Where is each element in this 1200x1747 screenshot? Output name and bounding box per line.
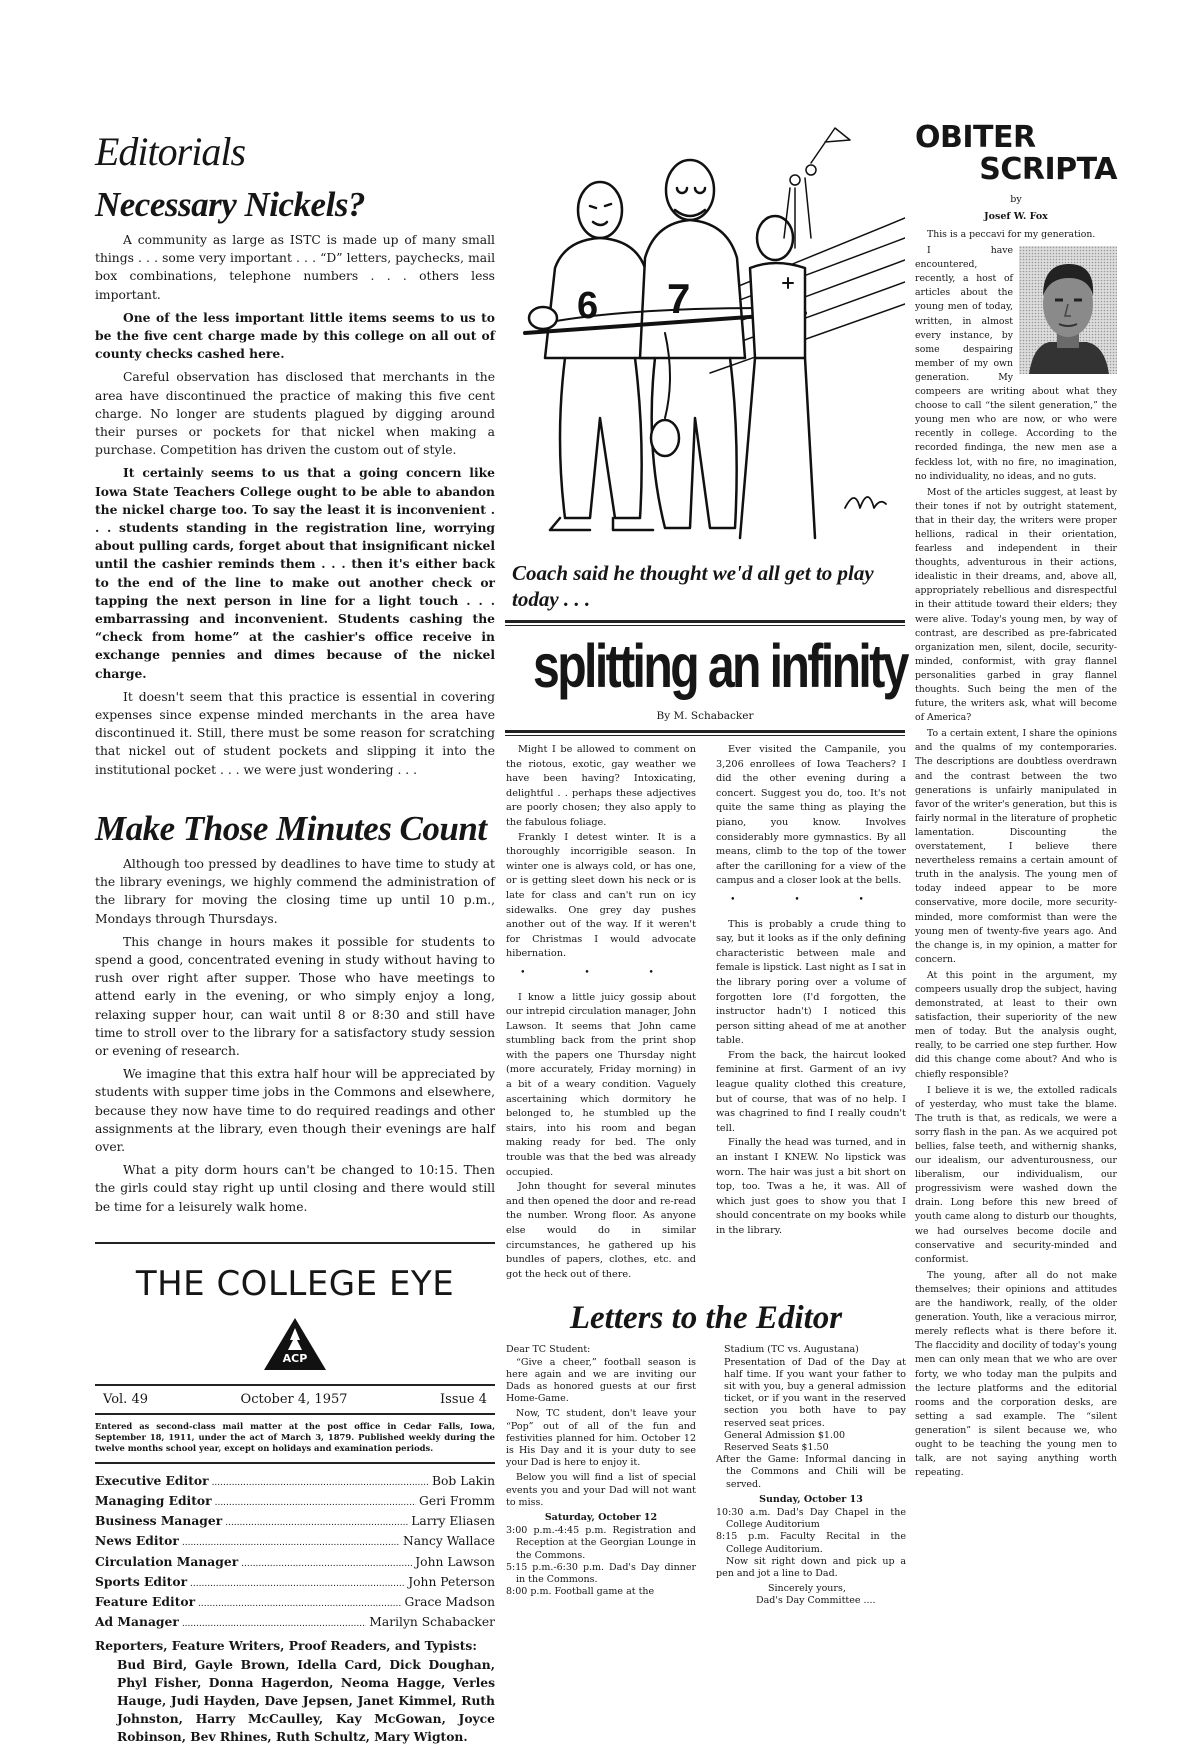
leader-dots	[198, 1593, 401, 1613]
cartoon-caption: Coach said he thought we'd all get to play today . . .	[512, 561, 874, 611]
event-continued: Stadium (TC vs. Augustana)	[724, 1344, 859, 1356]
obiter-scripta-column	[915, 122, 1117, 1482]
letters-column-left	[506, 1344, 696, 1598]
ticket-price: General Admission $1.00	[724, 1429, 846, 1441]
section-title: Editorials	[95, 129, 246, 174]
byline: By M. Schabacker	[656, 710, 754, 722]
staff-row	[95, 1532, 495, 1552]
paragraph: Frankly I detest winter. It is a thoroughly incorrigible season. In winter one is always cold, or has one, or is getting sleet down his neck or is late for class and can't run on icy sidewalks. One grey day pushes another out of the way. If it weren't for Christmas I would advocate hibernation.	[506, 831, 696, 960]
paragraph: From the back, the haircut looked feminine at first. Garment of an ivy league quality clothed this creature, but of course, that was of no help. I was chagrined to find I really coudn't tell.	[716, 1049, 906, 1134]
paragraph: A community as large as ISTC is made up of many small things . . . some very important . . . “D” letters, paychecks, mail box combinations, telephone numbers . . . others less important.	[95, 233, 495, 302]
issue-number: Issue 4	[440, 1391, 487, 1407]
paragraph: “Give a cheer,” football season is here again and we are inviting our Dads as honored guests at our first Home-Game.	[506, 1356, 696, 1405]
paragraph: One of the less important little items seems to us to be the five cent charge made by this college on all out of county checks cashed here.	[95, 309, 495, 362]
editorials-column	[95, 128, 495, 1747]
staff-name: John Peterson	[408, 1574, 495, 1589]
event-item: 8:15 p.m. Faculty Recital in the College Auditorium.	[716, 1531, 906, 1555]
paragraph: I have encountered, recently, a host of articles about the young men of today, written, in almost every instance, by some despairing member of my own generation. My compeers are writing about what they choose to call “the silent generation,” the young men who are now, or who were recently in college. According to the recorded findinga, the new men ase a feckless lot, with no fire, no imagination, no individuality, no ideas, and no guts.	[915, 245, 1117, 482]
reporters-list: Bud Bird, Gayle Brown, Idella Card, Dick Doughan, Phyl Fisher, Donna Hagerdon, Neoma Hagge, Verles Hauge, Judi Hayden, Dave Jepsen, Janet Kimmel, Ruth Johnston, Harry McCaulley, Kay McGowan, Joyce Robinson, Bev Rhines, Ruth Schultz, Mary Wigton.	[117, 1656, 495, 1745]
player-left-drawing	[545, 182, 655, 530]
mailing-notice: Entered as second-class mail matter at the post office in Cedar Falls, Iowa, September 18, 1911, under the act of March 3, 1879. Published weekly during the twelve months school year, except on holidays and examination periods.	[95, 1420, 495, 1453]
volume-row	[95, 1386, 495, 1413]
paragraph: This is a peccavi for my generation.	[927, 229, 1096, 240]
paragraph: The young, after all do not make themselves; their opinions and attitudes are the handiwork, really, of the older generation. Youth, like a veracious mirror, merely reflects what is there before it. The flaccidity and docility of today's young men can only mean that we who are over forty, we who today man the pulpits and the lecture platforms and the editorial rooms and the corporation desks, are setting a sad example. The “silent generation” is silent because we, who ought to be teaching the young men to talk, are not saying anything worth repeating.	[915, 1269, 1117, 1479]
paragraph: This is probably a crude thing to say, but it looks as if the only defining characteristic between male and female is lipstick. Last night as I sat in the library poring over a volume of forgotten lore (I'd forgotten, the instructor hadn't) I noticed this person sitting ahead of me at another table.	[716, 918, 906, 1047]
column-title-line1: OBITER	[915, 120, 1036, 155]
leader-dots	[190, 1573, 405, 1593]
middle-flow	[506, 743, 906, 1608]
editorial-title: Make Those Minutes Count	[95, 808, 487, 848]
paragraph: Might I be allowed to comment on the riotous, exotic, gay weather we have been having? Intoxicating, delightful . . perhaps these adjectives are poorly chosen; they also apply to the fabulous foliage.	[506, 744, 696, 828]
medic-drawing	[740, 216, 815, 538]
paragraph: Ever visited the Campanile, you 3,206 enrollees of Iowa Teachers? I did the other evening during a concert. Suggest you do, too. It's not quite the same thing as playing the piano, you know. Involves considerably more gymnastics. By all means, climb to the top of the tower after the carilloning for a view of the campus and a closer look at the bells.	[716, 744, 906, 887]
staff-role: Ad Manager	[95, 1614, 179, 1630]
staff-name: Geri Fromm	[419, 1493, 495, 1508]
jersey-number: 7	[667, 275, 691, 322]
leader-dots	[182, 1532, 400, 1552]
newspaper-name: THE COLLEGE EYE	[135, 1263, 455, 1304]
paragraph: Most of the articles suggest, at least by their tones if not by outright statement, that in their day, the writers were proper hellions, radical in their orientation, fearless and independent in their thoughts, adventurous in their actions, idealistic in their dreams, and, above all, appropriately rebellious and disrespectful in their attitude toward their elders; they were alive. Today's young men, by way of contrast, are described as pre-fabricated organization men, silent, docile, security-minded, conformist, with gray flannel personalities garbed in gray flannel thoughts. Such being the men of the future, the writers ask, what will become of America?	[915, 486, 1117, 724]
event-item: 8:00 p.m. Football game at the	[506, 1586, 655, 1598]
issue-date: October 4, 1957	[240, 1391, 348, 1407]
paragraph: Careful observation has disclosed that merchants in the area have discontinued the practice of making this five cent charge. No longer are students plagued by digging around their purses or pockets for that nickel when making a purchase. Competition has driven the custom out of style.	[95, 370, 495, 458]
staff-role: Business Manager	[95, 1513, 223, 1529]
paragraph: Below you will find a list of special events you and your Dad will not want to miss.	[506, 1472, 696, 1508]
staff-row	[95, 1512, 495, 1532]
divider	[505, 620, 905, 623]
paragraph: Finally the head was turned, and in an instant I KNEW. No lipstick was worn. The hair was just a bit short on top, too. Twas a he, it was. All of which just goes to show you that I should concentrate on my books while in the library.	[716, 1137, 906, 1236]
leader-dots	[241, 1553, 412, 1573]
football-cartoon	[505, 118, 905, 558]
letters-heading: Letters to the Editor	[569, 1300, 843, 1337]
event-item: 5:15 p.m.-6:30 p.m. Dad's Day dinner in the Commons.	[506, 1561, 696, 1586]
separator: • • •	[730, 894, 892, 905]
staff-role: News Editor	[95, 1533, 179, 1549]
divider	[95, 1462, 495, 1464]
leader-dots	[215, 1492, 416, 1512]
paragraph: What a pity dorm hours can't be changed to 10:15. Then the girls could stay right up until closing and there would still be time for a leisurely walk home.	[95, 1163, 495, 1214]
signature: Dad's Day Committee ....	[756, 1595, 876, 1607]
reporters-label: Reporters, Feature Writers, Proof Readers, and Typists:	[95, 1638, 477, 1654]
column-body	[506, 743, 906, 1282]
salutation: Dear TC Student:	[506, 1344, 591, 1356]
staff-role: Executive Editor	[95, 1472, 209, 1488]
staff-name: Larry Eliasen	[411, 1514, 495, 1529]
masthead	[95, 1242, 495, 1747]
event-item: After the Game: Informal dancing in the Commons and Chili will be served.	[716, 1454, 906, 1490]
paragraph: I believe it is we, the extolled radicals of yesterday, who must take the blame. The truth is that, as redicals, we were a sorry flash in the pan. As we acquired pot bellies, false teeth, and withernig shanks, our idealism, our adventurousness, our liberalism, our individualism, our progressivism were washed down the drain. Long before this new breed of youth came along to disturb our thoughts, we had ourselves become docile and conservative and security-minded and conformist.	[915, 1084, 1117, 1265]
staff-name: Grace Madson	[404, 1594, 495, 1609]
logo-text: ACP	[282, 1351, 308, 1365]
column-text-right	[716, 743, 906, 1239]
by-label: by	[1010, 194, 1022, 205]
separator: • • •	[520, 967, 682, 978]
volume: Vol. 49	[103, 1391, 148, 1407]
player-right-drawing	[640, 160, 745, 528]
helmet-drawing	[651, 420, 679, 456]
paragraph: It doesn't seem that this practice is essential in covering expenses since expense minded merchants in the area have discontinued it. Still, there must be some reason for scratching that nickel out of student pockets and slipping it into the institutional pocket . . . we were just wondering . . .	[95, 689, 495, 777]
divider	[95, 1242, 495, 1244]
staff-row	[95, 1553, 495, 1573]
staff-row	[95, 1573, 495, 1593]
day-heading: Saturday, October 12	[544, 1512, 658, 1524]
event-item: 3:00 p.m.-4:45 p.m. Registration and Reception at the Georgian Lounge in the Commons.	[506, 1525, 696, 1561]
jersey-number: 6	[577, 285, 599, 327]
staff-name: Nancy Wallace	[402, 1534, 495, 1549]
paragraph: To a certain extent, I share the opinions and the qualms of my contemporaries. The descriptions are doubtless overdrawn and the contrast between the two generations is unfairly manipulated in favor of the writer's generation, but this is fairly normal in the literature of prophetic lamentation. Discounting the overstatement, I believe there nevertheless remains a certain amount of truth in the analysis. The young men of today indeed appear to be more conservative, more docile, more security-minded, more comformist than were the young men of twenty-five years ago. And the change is, in my opinion, a matter for concern.	[915, 728, 1117, 965]
column-text-left	[506, 743, 696, 1282]
leader-dots	[225, 1512, 408, 1532]
paragraph: I know a little juicy gossip about our intrepid circulation manager, John Lawson. It seems that John came stumbling back from the print shop with the papers one Thursday night (more accurately, Friday morning) in a bit of a weary condition. Vaguely ascertaining which dormitory he belonged to, he stumbled up the stairs, into his room and began making ready for bed. The only trouble was that the bed was already occupied.	[506, 991, 696, 1178]
staff-row	[95, 1593, 495, 1613]
editorial-necessary-nickels	[95, 185, 495, 779]
paragraph: At this point in the argument, my compeers usually drop the subject, having demonstrated, at least to their own satisfaction, their superiority of the new men of today. But the analysis ought, really, to be carried one step further. How did this change come about? And who is chiefly responsible?	[915, 969, 1117, 1080]
staff-role: Feature Editor	[95, 1593, 196, 1609]
letters-body	[506, 1344, 906, 1607]
staff-row	[95, 1613, 495, 1633]
paragraph: Although too pressed by deadlines to have time to study at the library evenings, we highly commend the administration of the library for moving the closing time up until 10 p.m., Mondays through Thursdays.	[95, 856, 495, 926]
author-photo	[1019, 246, 1117, 374]
paragraph: Now, TC student, don't leave your “Pop” out of all of the fun and festivities planned for him. October 12 is His Day and it is your duty to see your Dad is here to enjoy it.	[506, 1408, 696, 1469]
closing-paragraph: Now sit right down and pick up a pen and jot a line to Dad.	[716, 1555, 906, 1580]
artist-signature	[845, 497, 886, 508]
staff-name: Marilyn Schabacker	[369, 1615, 495, 1630]
leader-dots	[182, 1613, 366, 1633]
column-title-line2: SCRIPTA	[979, 152, 1117, 187]
staff-name: John Lawson	[415, 1554, 495, 1569]
divider	[505, 730, 905, 733]
staff-role: Circulation Manager	[95, 1553, 239, 1569]
letters-column-right	[716, 1344, 906, 1607]
staff-row	[95, 1472, 495, 1492]
event-item: 10:30 a.m. Dad's Day Chapel in the College Auditorium	[716, 1507, 906, 1531]
editorial-make-those-minutes-count	[95, 809, 495, 1216]
author-name: Josef W. Fox	[984, 211, 1048, 222]
ticket-price: Reserved Seats $1.50	[724, 1442, 829, 1453]
sign-off: Sincerely yours,	[768, 1583, 846, 1595]
editorial-title: Necessary Nickels?	[95, 185, 365, 224]
staff-list	[95, 1472, 495, 1634]
staff-role: Sports Editor	[95, 1573, 188, 1589]
acp-logo	[260, 1314, 330, 1376]
paragraph: We imagine that this extra half hour will be appreciated by students with supper time jobs in the Commons and elsewhere, because they now have time to do required readings and other assignments at the library, even though their evenings are half over.	[95, 1067, 495, 1154]
staff-row	[95, 1492, 495, 1512]
leader-dots	[212, 1472, 429, 1492]
paragraph: It certainly seems to us that a going concern like Iowa State Teachers College ought to be able to abandon the nickel charge too. To say the least it is inconvenient . . . students standing in the registration line, worrying about pulling cards, forget about that insignificant nickel until the cashier reminds them . . . then it's either back to the end of the line to make out another check or tapping the next person in line for a light touch . . . embarrassing and inconvenient. Students cashing the “check from home” at the cashier's office receive in exchange pennies and dimes because of the nickel charge.	[95, 465, 495, 681]
staff-name: Bob Lakin	[431, 1473, 495, 1488]
paragraph: John thought for several minutes and then opened the door and re-read the number. Wrong floor. As anyone else would do in similar circumstances, he gathered up his bundles of papers, clothes, etc. and got the heck out of there.	[506, 1181, 696, 1280]
day-heading: Sunday, October 13	[759, 1493, 863, 1505]
column-headline: splitting an infinity	[533, 630, 907, 701]
event-details: Presentation of Dad of the Day at half time. If you want your father to sit with you, buy a general admission ticket, or if you want in the reserved section you both have to pay reserved seat prices.	[724, 1356, 906, 1429]
staff-role: Managing Editor	[95, 1492, 212, 1508]
paragraph: This change in hours makes it possible for students to spend a good, concentrated evening in study without having to rush over right after supper. Those who have meetings to attend early in the evening, or who simply enjoy a long, relaxing supper hour, can wait until 8 or 8:30 and still have time to stroll over to the library for a satisfactory study session or evening of research.	[95, 934, 495, 1058]
